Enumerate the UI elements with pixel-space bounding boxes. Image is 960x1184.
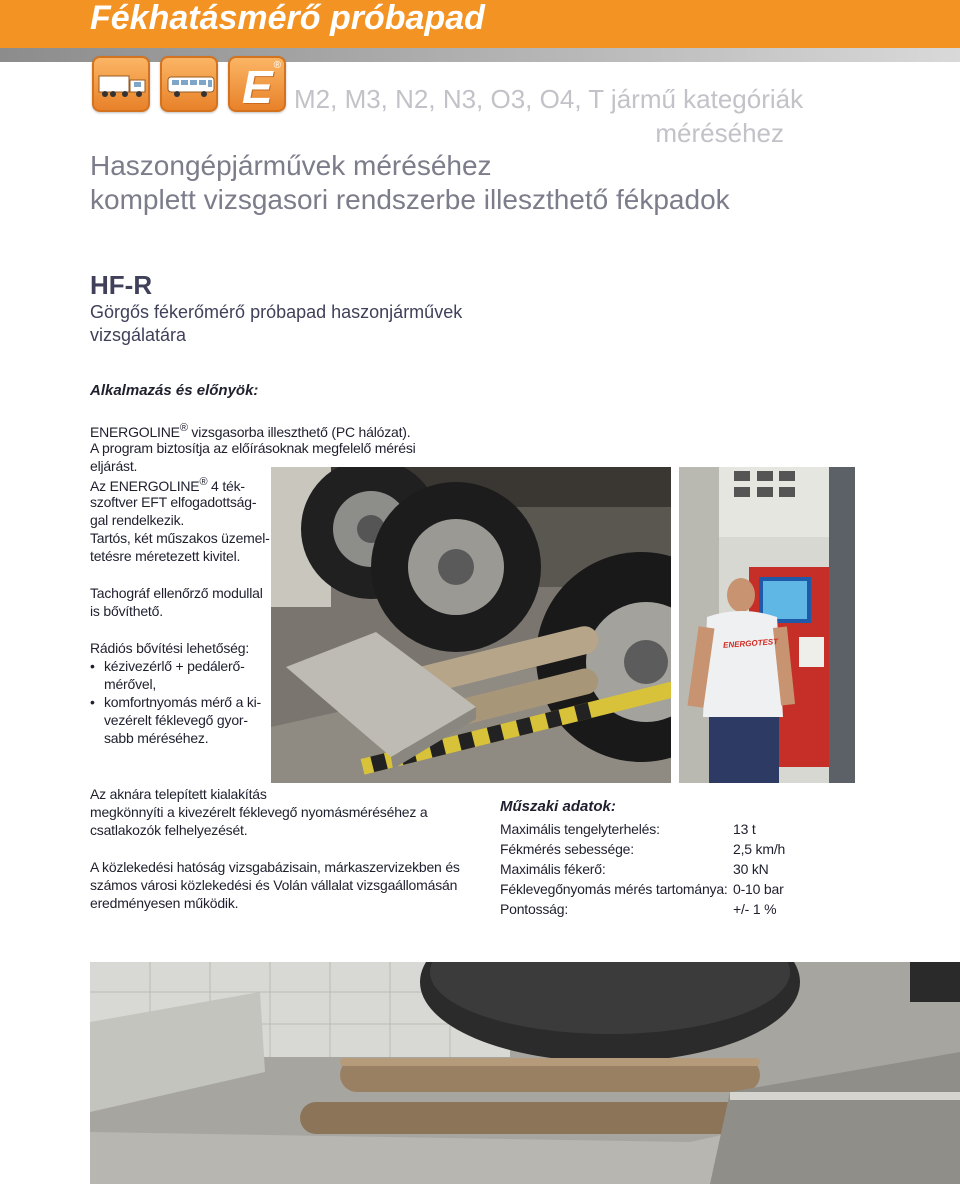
- e-logo-letter: E: [242, 61, 273, 113]
- subtitle-line1: Haszongépjárművek méréséhez: [90, 150, 492, 181]
- subtitle-line2: komplett vizsgasori rendszerbe illeszthető fékpadok: [90, 184, 730, 215]
- body-p6-line1: A közlekedési hatóság vizsgabázisain, márkaszervizekben és: [90, 859, 460, 875]
- app-p1-line3: eljárást.: [90, 458, 138, 474]
- tech-label: Pontosság:: [500, 901, 569, 917]
- tech-label: Maximális tengelyterhelés:: [500, 821, 660, 837]
- body-p5-line1: Az aknára telepített kialakítás: [90, 786, 267, 802]
- applications-heading: Alkalmazás és előnyök:: [90, 382, 259, 399]
- radio-heading: Rádiós bővítési lehetőség:: [90, 640, 250, 656]
- app-p2-line2: szoftver EFT elfogadottság-: [90, 494, 257, 510]
- tech-label: Fékmérés sebessége:: [500, 841, 634, 857]
- tech-label: Maximális fékerő:: [500, 861, 606, 877]
- bullet: •: [90, 694, 95, 710]
- technical-heading: Műszaki adatok:: [500, 798, 616, 815]
- registered-mark: ®: [273, 60, 281, 71]
- tech-value: 30 kN: [733, 861, 769, 877]
- app-p4-line1: Tachográf ellenőrző modullal: [90, 585, 263, 601]
- tech-value: 2,5 km/h: [733, 841, 786, 857]
- bullet1-line1: kézivezérlő + pedálerő-: [104, 658, 245, 674]
- page-title: Fékhatásmérő próbapad: [90, 0, 485, 37]
- bullet2-line1: komfortnyomás mérő a ki-: [104, 694, 262, 710]
- truck-label: ENERGOTEST: [722, 637, 779, 650]
- app-p1-line2: A program biztosítja az előírásoknak megfelelő mérési: [90, 440, 416, 456]
- operator-photo: [679, 467, 855, 783]
- app-p1-line1: ENERGOLINE® vizsgasorba illeszthető (PC hálózat).: [90, 422, 411, 440]
- bullet1-line2: mérővel,: [104, 676, 157, 692]
- truck-wheels-photo: [271, 467, 671, 783]
- product-model: HF-R: [90, 270, 153, 300]
- vehicle-categories-suffix: méréséhez: [655, 118, 784, 148]
- vehicle-categories: M2, M3, N2, N3, O3, O4, T jármű kategóriák: [294, 84, 804, 114]
- body-p5-line3: csatlakozók felhelyezését.: [90, 822, 248, 838]
- app-p2-line3: gal rendelkezik.: [90, 512, 185, 528]
- bullet2-line2: vezérelt féklevegő gyor-: [104, 712, 248, 728]
- truck-trailer-icon: [92, 56, 150, 112]
- product-desc-line2: vizsgálatára: [90, 325, 187, 345]
- body-p6-line3: eredményesen működik.: [90, 895, 239, 911]
- e-logo-icon: [228, 56, 286, 112]
- tech-value: 13 t: [733, 821, 756, 837]
- app-p4-line2: is bővíthető.: [90, 603, 163, 619]
- bullet: •: [90, 658, 95, 674]
- tech-label: Féklevegőnyomás mérés tartománya:: [500, 881, 728, 897]
- bus-icon: [160, 56, 218, 112]
- registered-mark: ®: [199, 476, 208, 488]
- bullet2-line3: sabb méréséhez.: [104, 730, 209, 746]
- body-p5-line2: megkönnyíti a kivezérelt féklevegő nyomásméréséhez a: [90, 804, 428, 820]
- product-desc-line1: Görgős fékerőmérő próbapad haszonjárművek: [90, 302, 463, 322]
- tech-value: 0-10 bar: [733, 881, 784, 897]
- roller-tester-photo: [90, 962, 960, 1184]
- app-p3-line1: Tartós, két műszakos üzemel-: [90, 530, 270, 546]
- body-p6-line2: számos városi közlekedési és Volán vállalat vizsgaállomásán: [90, 877, 458, 893]
- app-p3-line2: tetésre méretezett kivitel.: [90, 548, 241, 564]
- app-p2-line1: Az ENERGOLINE® 4 ték-: [90, 476, 245, 494]
- registered-mark: ®: [179, 422, 188, 434]
- tech-value: +/- 1 %: [733, 901, 777, 917]
